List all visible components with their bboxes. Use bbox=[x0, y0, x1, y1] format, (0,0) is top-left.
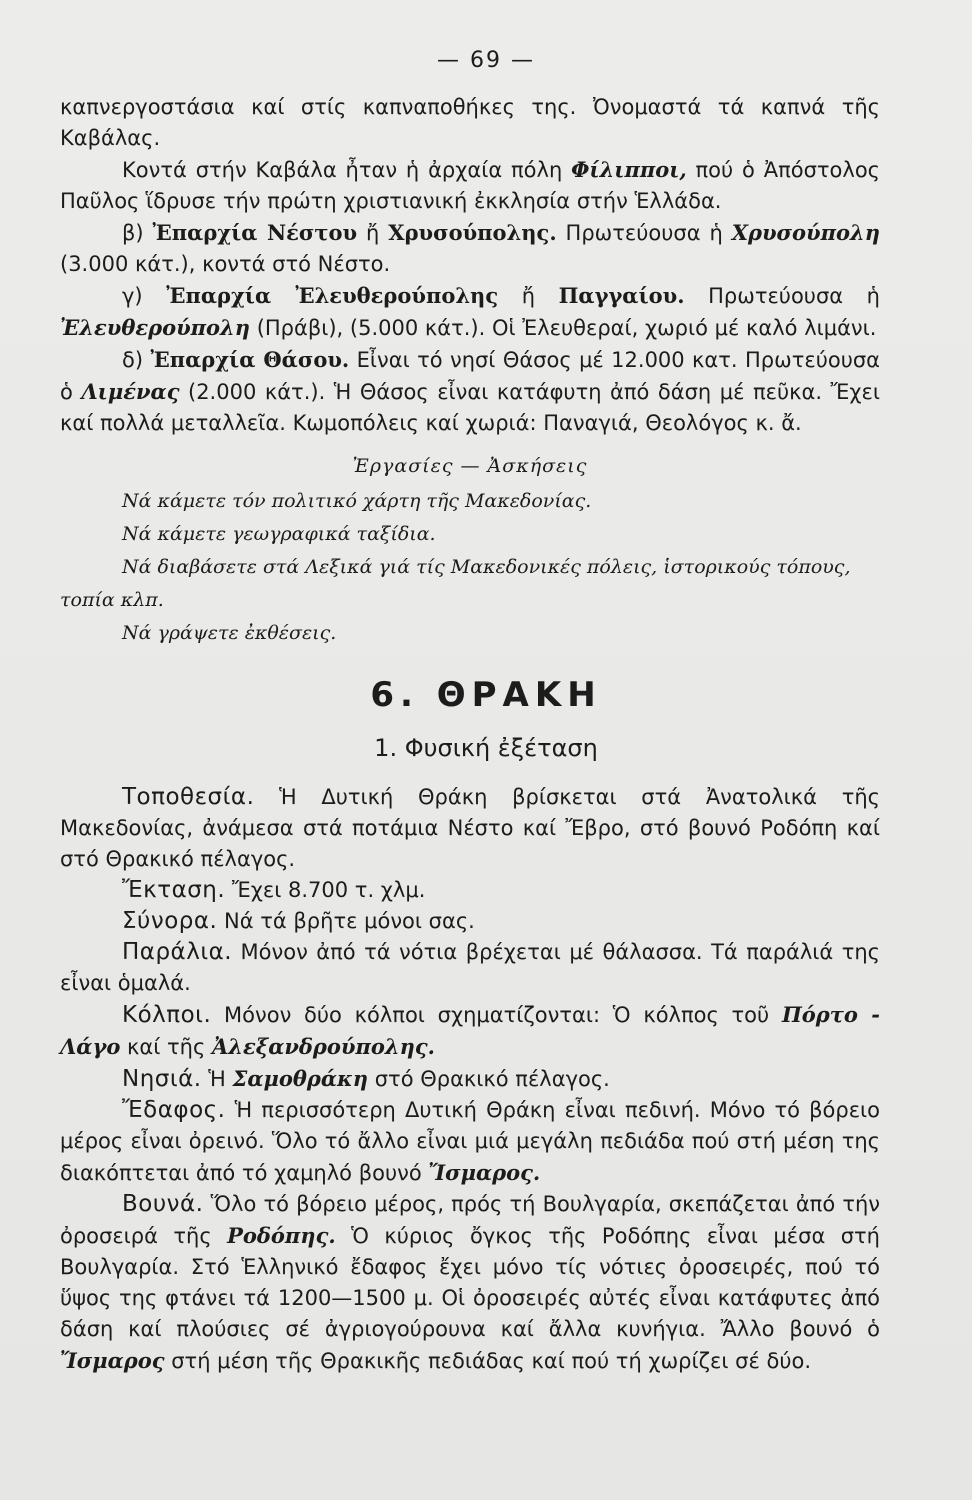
text-run: Ἔχει 8.700 τ. χλμ. bbox=[225, 878, 426, 902]
text-run: (3.000 κάτ.), κοντά στό Νέστο. bbox=[60, 252, 391, 276]
text-run: γ) bbox=[122, 284, 167, 308]
emphasis-text: Ἴσμαρος bbox=[60, 1348, 165, 1373]
exercises-block bbox=[60, 450, 880, 650]
text-run: πού ὁ Ἀπόστολος Παῦλος ἵδρυσε τήν πρώτη χριστιανική ἐκκλησία στήν Ἑλλάδα. bbox=[60, 158, 881, 213]
emphasis-text: Βουνά. bbox=[122, 1191, 204, 1217]
emphasis-text: Χρυσούπολη bbox=[731, 220, 880, 245]
text-run: Νά τά βρῆτε μόνοι σας. bbox=[217, 909, 475, 933]
exercise-item: Νά κάμετε τόν πολιτικό χάρτη τῆς Μακεδονίας. bbox=[122, 490, 592, 512]
emphasis-text: Ἴσμαρος. bbox=[428, 1160, 541, 1185]
paragraph bbox=[60, 280, 880, 344]
exercise-item: Νά κάμετε γεωγραφικά ταξίδια. bbox=[122, 523, 436, 545]
emphasis-text: Ἐπαρχία Θάσου. bbox=[150, 347, 350, 372]
text-run: (Πράβι), (5.000 κάτ.). Οἱ Ἐλευθεραί, χωριό μέ καλό λιμάνι. bbox=[250, 316, 877, 340]
text-run: Ἡ bbox=[201, 1067, 233, 1091]
exercise-item: Νά διαβάσετε στά Λεξικά γιά τίς Μακεδονικές πόλεις, ἱστορικούς τόπους, τοπία κλπ. bbox=[60, 556, 851, 611]
emphasis-text: Σύνορα. bbox=[122, 908, 218, 934]
text-run: β) bbox=[122, 221, 153, 245]
text-run: Μόνον δύο κόλποι σχηματίζονται: Ὁ κόλπος τοῦ bbox=[211, 1003, 782, 1027]
paragraph bbox=[60, 1095, 880, 1189]
text-run: (2.000 κάτ.). Ἡ Θάσος εἶναι κατάφυτη ἀπό δάση μέ πεῦκα. Ἔχει καί πολλά μεταλλεῖα. Κωμοπόλεις καί χωριά: Παναγιά, Θεολόγος κ. ἄ. bbox=[60, 380, 880, 435]
text-run: Ἡ περισσότερη Δυτική Θράκη εἶναι πεδινή. Μόνο τό βόρειο μέρος εἶναι ὀρεινό. Ὅλο τό ἄλλο εἶναι μιά μεγάλη πεδιάδα πού στή μέση της διακόπτεται ἀπό τό χαμηλό βουνό bbox=[60, 1098, 880, 1185]
intro-text-block bbox=[60, 92, 880, 439]
emphasis-text: Πόρτο - Λάγο bbox=[60, 1002, 880, 1059]
emphasis-text: Σαμοθράκη bbox=[232, 1066, 369, 1091]
emphasis-text: Ἔδαφος. bbox=[122, 1097, 226, 1123]
text-run: δ) bbox=[122, 348, 151, 372]
paragraph bbox=[60, 92, 880, 154]
body-text-block bbox=[60, 782, 880, 1377]
emphasis-text: Ἀλεξανδρούπολης. bbox=[211, 1034, 435, 1059]
paragraph bbox=[60, 217, 880, 280]
text-run: Ὅλο τό βόρειο μέρος, πρός τή Βουλγαρία, σκεπάζεται ἀπό τήν ὀροσειρά τῆς bbox=[60, 1192, 880, 1248]
text-run: στή μέση τῆς Θρακικῆς πεδιάδας καί πού τή χωρίζει σέ δύο. bbox=[164, 1349, 811, 1373]
emphasis-text: Παράλια. bbox=[122, 939, 233, 965]
emphasis-text: Παγγαίου. bbox=[558, 283, 685, 308]
text-run: Εἶναι τό νησί Θάσος μέ 12.000 κατ. Πρωτεύουσα ὁ bbox=[60, 348, 880, 404]
emphasis-text: Νησιά. bbox=[122, 1066, 202, 1092]
emphasis-text: Φίλιπποι, bbox=[571, 157, 687, 182]
text-run: Μόνον ἀπό τά νότια βρέχεται μέ θάλασσα. Τά παράλιά της εἶναι ὁμαλά. bbox=[60, 940, 880, 995]
section-title: 1. Φυσική ἐξέταση bbox=[374, 734, 598, 762]
chapter-title: 6. ΘΡΑΚΗ bbox=[370, 675, 602, 715]
paragraph bbox=[60, 344, 880, 439]
page-number: — 69 — bbox=[437, 48, 535, 73]
exercise-item: Νά γράψετε ἐκθέσεις. bbox=[122, 622, 337, 644]
emphasis-text: Χρυσούπολης. bbox=[388, 220, 557, 245]
paragraph bbox=[60, 999, 880, 1063]
paragraph bbox=[60, 906, 880, 937]
text-run: ἤ bbox=[357, 221, 389, 245]
text-run: Ἡ Δυτική Θράκη βρίσκεται στά Ἀνατολικά τῆς Μακεδονίας, ἀνάμεσα στά ποτάμια Νέστο καί Ἔβρο, στό βουνό Ροδόπη καί στό Θρακικό πέλαγος. bbox=[60, 785, 880, 871]
emphasis-text: Ἐπαρχία Νέστου bbox=[152, 220, 358, 245]
emphasis-text: Τοποθεσία. bbox=[122, 784, 255, 810]
text-run: Πρωτεύουσα ἡ bbox=[556, 221, 732, 245]
text-run: Ὁ κύριος ὄγκος τῆς Ροδόπης εἶναι μέσα στή Βουλγαρία. Στό Ἑλληνικό ἔδαφος ἔχει μόνο τίς νότιες ὀροσειρές, πού τό ὕψος της φτάνει τά 1200—1500 μ. Οἱ ὀροσειρές αὐτές εἶναι κατάφυτες ἀπό δάση καί πλούσιες σέ ἀγριογούρουνα καί ἄλλα κυνήγια. Ἄλλο βουνό ὁ bbox=[60, 1224, 880, 1341]
emphasis-text: Λιμένας bbox=[81, 379, 180, 404]
emphasis-text: Ἐλευθερούπολη bbox=[60, 315, 251, 340]
paragraph bbox=[60, 1189, 880, 1377]
text-run: Κοντά στήν Καβάλα ἦταν ἡ ἀρχαία πόλη bbox=[122, 158, 572, 182]
emphasis-text: Ροδόπης. bbox=[227, 1223, 336, 1248]
exercises-heading: Ἐργασίες — Ἀσκήσεις bbox=[352, 455, 588, 477]
text-run: στό Θρακικό πέλαγος. bbox=[368, 1067, 610, 1091]
paragraph bbox=[60, 782, 880, 875]
text-run: καπνεργοστάσια καί στίς καπναποθήκες της. Ὀνομαστά τά καπνά τῆς Καβάλας. bbox=[60, 95, 880, 150]
paragraph bbox=[60, 154, 880, 217]
paragraph bbox=[60, 937, 880, 999]
text-run: Πρωτεύουσα ἡ bbox=[684, 284, 880, 308]
emphasis-text: Κόλποι. bbox=[122, 1002, 212, 1028]
text-run: ἤ bbox=[498, 284, 559, 308]
emphasis-text: Ἔκταση. bbox=[122, 877, 226, 903]
paragraph bbox=[60, 875, 880, 906]
paragraph bbox=[60, 1063, 880, 1095]
text-run: καί τῆς bbox=[120, 1035, 212, 1059]
emphasis-text: Ἐπαρχία Ἐλευθερούπολης bbox=[166, 283, 499, 308]
